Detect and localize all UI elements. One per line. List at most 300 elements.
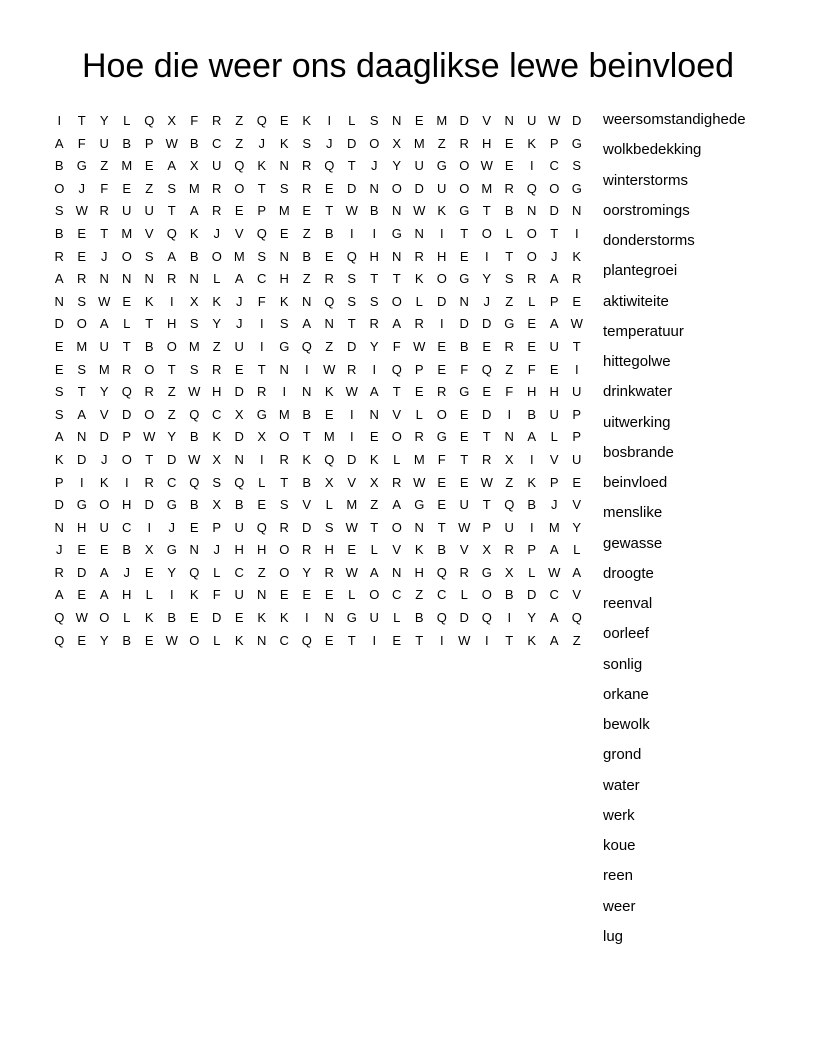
grid-letter: E xyxy=(437,497,447,513)
grid-letter: N xyxy=(369,406,379,422)
word-list-item: weersomstandighede xyxy=(603,111,746,128)
grid-letter: T xyxy=(257,361,266,377)
grid-letter: N xyxy=(392,248,402,264)
grid-letter: X xyxy=(234,406,244,422)
grid-letter: E xyxy=(504,158,514,174)
grid-letter: T xyxy=(572,338,581,354)
grid-letter: J xyxy=(78,180,85,196)
grid-letter: E xyxy=(324,180,334,196)
word-list-item: bosbrande xyxy=(603,443,674,461)
grid-letter: J xyxy=(123,564,130,580)
grid-letter: D xyxy=(77,451,87,467)
grid-letter: E xyxy=(189,610,199,626)
grid-letter: B xyxy=(54,225,64,241)
grid-letter: U xyxy=(234,338,244,354)
grid-letter: Q xyxy=(481,361,492,377)
grid-letter: W xyxy=(413,474,426,490)
grid-letter: N xyxy=(414,225,424,241)
grid-letter: T xyxy=(482,429,491,445)
grid-letter: F xyxy=(505,384,514,400)
grid-letter: T xyxy=(437,519,446,535)
grid-letter: I xyxy=(79,474,84,490)
grid-letter: N xyxy=(144,271,154,287)
grid-letter: M xyxy=(188,338,200,354)
grid-letter: Q xyxy=(189,474,200,490)
grid-letter: Z xyxy=(145,180,154,196)
grid-letter: W xyxy=(143,429,156,445)
grid-letter: G xyxy=(279,338,290,354)
grid-letter: X xyxy=(257,429,267,445)
grid-letter: S xyxy=(167,180,177,196)
grid-letter: Q xyxy=(504,497,515,513)
grid-letter: S xyxy=(212,474,222,490)
grid-letter: N xyxy=(527,203,537,219)
grid-row xyxy=(48,200,588,223)
grid-letter: N xyxy=(459,293,469,309)
grid-letter: Q xyxy=(301,632,312,648)
grid-letter: W xyxy=(345,564,358,580)
grid-letter: K xyxy=(527,135,537,151)
grid-letter: S xyxy=(54,384,64,400)
grid-letter: S xyxy=(324,519,334,535)
grid-letter: L xyxy=(393,451,401,467)
grid-letter: J xyxy=(101,451,108,467)
grid-letter: L xyxy=(145,587,153,603)
grid-letter: S xyxy=(77,293,87,309)
grid-letter: L xyxy=(325,497,333,513)
grid-row xyxy=(48,562,588,585)
grid-letter: O xyxy=(279,564,290,580)
grid-letter: K xyxy=(144,610,154,626)
grid-row xyxy=(48,155,588,178)
grid-letter: E xyxy=(437,474,447,490)
grid-letter: E xyxy=(437,361,447,377)
grid-letter: U xyxy=(549,406,559,422)
grid-letter: T xyxy=(325,203,334,219)
grid-letter: S xyxy=(279,180,289,196)
grid-letter: A xyxy=(369,564,379,580)
grid-letter: E xyxy=(414,113,424,128)
grid-letter: X xyxy=(482,542,492,558)
grid-letter: A xyxy=(167,248,177,264)
grid-letter: E xyxy=(77,632,87,648)
grid-letter: T xyxy=(505,248,514,264)
word-list-item: reenval xyxy=(603,595,653,612)
grid-letter: N xyxy=(504,429,514,445)
grid-letter: L xyxy=(415,293,423,309)
grid-letter: E xyxy=(459,474,469,490)
grid-letter: I xyxy=(372,361,377,377)
grid-letter: G xyxy=(481,564,492,580)
grid-letter: J xyxy=(258,135,265,151)
grid-letter: E xyxy=(302,203,312,219)
word-list-item: water xyxy=(603,776,640,794)
grid-row xyxy=(48,607,588,630)
grid-row xyxy=(48,359,588,382)
grid-row xyxy=(48,336,588,359)
grid-letter: U xyxy=(234,519,244,535)
grid-letter: J xyxy=(213,225,220,241)
grid-letter: G xyxy=(166,497,177,513)
grid-letter: K xyxy=(189,587,199,603)
grid-letter: S xyxy=(279,497,289,513)
grid-letter: C xyxy=(437,587,447,603)
grid-letter: S xyxy=(347,271,357,287)
word-list-item: menslike xyxy=(603,504,663,522)
grid-letter: O xyxy=(391,180,402,196)
grid-letter: H xyxy=(167,316,177,332)
grid-letter: E xyxy=(414,384,424,400)
grid-letter: W xyxy=(165,135,178,151)
grid-letter: H xyxy=(122,497,132,513)
grid-letter: S xyxy=(189,316,199,332)
grid-letter: Q xyxy=(436,610,447,626)
grid-letter: K xyxy=(279,610,289,626)
grid-letter: D xyxy=(54,316,64,332)
grid-letter: N xyxy=(234,451,244,467)
grid-letter: W xyxy=(75,203,88,219)
page-title: Hoe die weer ons daaglikse lewe beinvloed xyxy=(81,47,735,85)
grid-letter: N xyxy=(392,113,402,128)
grid-letter: Y xyxy=(212,316,222,332)
grid-letter: X xyxy=(504,451,514,467)
grid-letter: L xyxy=(415,406,423,422)
grid-letter: O xyxy=(436,406,447,422)
grid-letter: A xyxy=(54,429,64,445)
grid-letter: D xyxy=(302,519,312,535)
grid-letter: E xyxy=(572,293,582,309)
grid-letter: H xyxy=(77,519,87,535)
grid-letter: I xyxy=(372,225,377,241)
grid-letter: P xyxy=(549,474,559,490)
grid-letter: H xyxy=(414,564,424,580)
grid-letter: I xyxy=(439,225,444,241)
grid-letter: B xyxy=(122,135,132,151)
grid-letter: A xyxy=(54,271,64,287)
word-list-item: beinvloed xyxy=(603,474,668,491)
grid-letter: V xyxy=(572,587,582,603)
grid-letter: E xyxy=(279,587,289,603)
grid-letter: R xyxy=(572,271,582,287)
grid-letter: J xyxy=(326,135,333,151)
grid-letter: W xyxy=(75,610,88,626)
grid-letter: L xyxy=(123,316,131,332)
grid-letter: B xyxy=(189,497,199,513)
grid-letter: J xyxy=(236,316,243,332)
grid-letter: I xyxy=(574,225,579,241)
grid-letter: B xyxy=(122,542,132,558)
grid-letter: T xyxy=(347,316,356,332)
grid-letter: P xyxy=(414,361,424,377)
grid-letter: V xyxy=(482,113,492,128)
grid-letter: K xyxy=(212,429,222,445)
grid-letter: R xyxy=(392,474,402,490)
grid-letter: K xyxy=(302,113,312,128)
grid-letter: U xyxy=(459,497,469,513)
grid-letter: X xyxy=(212,451,222,467)
grid-letter: B xyxy=(189,429,199,445)
grid-letter: K xyxy=(572,248,582,264)
grid-letter: N xyxy=(302,293,312,309)
grid-letter: E xyxy=(482,338,492,354)
grid-letter: E xyxy=(324,406,334,422)
grid-letter: O xyxy=(549,180,560,196)
grid-letter: G xyxy=(76,158,87,174)
grid-letter: R xyxy=(212,203,222,219)
grid-letter: A xyxy=(234,271,244,287)
grid-letter: K xyxy=(257,610,267,626)
grid-letter: K xyxy=(257,158,267,174)
word-list-item: wolkbedekking xyxy=(603,141,702,159)
grid-letter: D xyxy=(122,406,132,422)
grid-letter: L xyxy=(123,610,131,626)
grid-letter: H xyxy=(279,271,289,287)
grid-letter: E xyxy=(527,338,537,354)
grid-letter: Z xyxy=(167,406,176,422)
grid-letter: U xyxy=(122,203,132,219)
grid-letter: P xyxy=(54,474,64,490)
word-list-item: sonlig xyxy=(603,655,643,673)
grid-letter: I xyxy=(259,451,264,467)
word-list-item: uitwerking xyxy=(603,413,671,431)
grid-letter: L xyxy=(573,542,581,558)
grid-letter: Q xyxy=(526,180,537,196)
grid-letter: A xyxy=(549,271,559,287)
grid-letter: K xyxy=(527,632,537,648)
grid-letter: J xyxy=(551,248,558,264)
grid-letter: Q xyxy=(436,564,447,580)
grid-letter: T xyxy=(415,632,424,648)
grid-letter: E xyxy=(77,542,87,558)
grid-letter: O xyxy=(391,429,402,445)
grid-letter: L xyxy=(460,587,468,603)
word-list xyxy=(603,109,803,956)
grid-letter: I xyxy=(529,519,534,535)
grid-letter: D xyxy=(347,338,357,354)
grid-letter: B xyxy=(122,632,132,648)
grid-letter: Q xyxy=(256,113,267,128)
grid-letter: G xyxy=(459,203,470,219)
grid-letter: G xyxy=(459,271,470,287)
grid-letter: D xyxy=(234,384,244,400)
grid-letter: G xyxy=(346,610,357,626)
grid-letter: G xyxy=(414,497,425,513)
grid-letter: A xyxy=(549,610,559,626)
grid-letter: Z xyxy=(325,338,334,354)
grid-letter: B xyxy=(527,497,537,513)
grid-letter: T xyxy=(257,180,266,196)
grid-letter: H xyxy=(212,384,222,400)
grid-letter: T xyxy=(392,384,401,400)
grid-letter: E xyxy=(347,542,357,558)
grid-letter: N xyxy=(189,542,199,558)
grid-row xyxy=(48,630,588,653)
grid-letter: V xyxy=(302,497,312,513)
grid-letter: W xyxy=(188,384,201,400)
grid-letter: N xyxy=(369,180,379,196)
word-list-item: plantegroei xyxy=(603,262,678,280)
word-list-item: winterstorms xyxy=(603,171,689,189)
grid-letter: I xyxy=(439,316,444,332)
grid-letter: A xyxy=(572,564,582,580)
grid-letter: P xyxy=(572,429,582,445)
word-list-item: oorstromings xyxy=(603,201,690,219)
grid-letter: D xyxy=(482,316,492,332)
word-list-item: droogte xyxy=(603,564,654,582)
grid-letter: Y xyxy=(99,384,109,400)
grid-letter: L xyxy=(528,564,536,580)
grid-letter: E xyxy=(504,135,514,151)
grid-letter: T xyxy=(505,632,514,648)
grid-letter: G xyxy=(571,135,582,151)
grid-letter: Z xyxy=(302,225,311,241)
grid-letter: H xyxy=(234,542,244,558)
grid-letter: T xyxy=(370,519,379,535)
grid-letter: Y xyxy=(99,113,109,128)
grid-letter: E xyxy=(234,203,244,219)
grid-letter: R xyxy=(459,564,469,580)
grid-letter: U xyxy=(437,180,447,196)
grid-letter: Q xyxy=(166,225,177,241)
grid-letter: X xyxy=(504,564,514,580)
grid-letter: R xyxy=(144,384,154,400)
word-list-item: gewasse xyxy=(603,534,663,552)
grid-letter: V xyxy=(347,474,357,490)
grid-letter: I xyxy=(439,632,444,648)
grid-letter: M xyxy=(548,519,560,535)
grid-letter: Z xyxy=(167,384,176,400)
grid-letter: N xyxy=(54,293,64,309)
grid-letter: Q xyxy=(189,406,200,422)
grid-letter: D xyxy=(347,135,357,151)
grid-letter: O xyxy=(234,180,245,196)
grid-letter: C xyxy=(549,587,559,603)
grid-letter: Y xyxy=(369,338,379,354)
grid-letter: C xyxy=(212,135,222,151)
grid-letter: E xyxy=(54,361,64,377)
grid-letter: R xyxy=(279,519,289,535)
grid-letter: T xyxy=(167,203,176,219)
grid-letter: T xyxy=(302,429,311,445)
grid-letter: A xyxy=(369,384,379,400)
word-list-item: koue xyxy=(603,837,636,854)
grid-letter: X xyxy=(167,113,177,128)
grid-letter: H xyxy=(549,384,559,400)
grid-letter: I xyxy=(169,587,174,603)
grid-row xyxy=(48,494,588,517)
grid-row xyxy=(48,404,588,427)
grid-letter: A xyxy=(527,429,537,445)
grid-letter: Q xyxy=(189,564,200,580)
grid-letter: O xyxy=(369,587,380,603)
grid-letter: P xyxy=(122,429,132,445)
grid-letter: E xyxy=(279,225,289,241)
grid-letter: L xyxy=(258,474,266,490)
grid-letter: N xyxy=(392,203,402,219)
grid-letter: N xyxy=(257,632,267,648)
grid-letter: M xyxy=(481,180,493,196)
grid-letter: E xyxy=(549,361,559,377)
grid-letter: A xyxy=(549,316,559,332)
grid-letter: V xyxy=(572,497,582,513)
grid-letter: T xyxy=(460,451,469,467)
grid-letter: D xyxy=(347,180,357,196)
grid-letter: Q xyxy=(144,113,155,128)
grid-letter: V xyxy=(392,406,402,422)
grid-letter: A xyxy=(302,316,312,332)
grid-letter: E xyxy=(392,632,402,648)
grid-letter: O xyxy=(99,610,110,626)
grid-letter: O xyxy=(121,248,132,264)
grid-letter: U xyxy=(527,113,537,128)
grid-letter: E xyxy=(324,248,334,264)
grid-letter: E xyxy=(54,338,64,354)
grid-letter: V xyxy=(234,225,244,241)
grid-letter: R xyxy=(482,451,492,467)
grid-letter: W xyxy=(570,316,583,332)
grid-letter: I xyxy=(529,158,534,174)
grid-letter: E xyxy=(302,587,312,603)
grid-letter: Y xyxy=(572,519,582,535)
grid-row xyxy=(48,268,588,291)
grid-letter: S xyxy=(369,293,379,309)
grid-letter: M xyxy=(188,180,200,196)
grid-letter: U xyxy=(99,519,109,535)
grid-letter: L xyxy=(528,293,536,309)
grid-letter: I xyxy=(259,338,264,354)
grid-letter: K xyxy=(144,293,154,309)
grid-letter: Q xyxy=(346,248,357,264)
grid-letter: L xyxy=(123,113,131,128)
grid-letter: O xyxy=(481,587,492,603)
word-list-item: grond xyxy=(603,746,642,764)
grid-letter: H xyxy=(369,248,379,264)
grid-letter: B xyxy=(144,338,154,354)
grid-letter: E xyxy=(144,564,154,580)
grid-letter: K xyxy=(212,293,222,309)
grid-letter: I xyxy=(304,610,309,626)
grid-letter: T xyxy=(145,451,154,467)
grid-letter: F xyxy=(460,361,469,377)
grid-letter: W xyxy=(165,632,178,648)
grid-letter: S xyxy=(504,271,514,287)
grid-letter: O xyxy=(211,248,222,264)
grid-letter: W xyxy=(98,293,111,309)
grid-letter: N xyxy=(572,203,582,219)
grid-letter: X xyxy=(189,293,199,309)
grid-letter: K xyxy=(302,451,312,467)
grid-letter: R xyxy=(302,180,312,196)
grid-letter: H xyxy=(482,135,492,151)
grid-letter: E xyxy=(437,338,447,354)
grid-letter: M xyxy=(346,497,358,513)
grid-letter: E xyxy=(144,158,154,174)
grid-letter: X xyxy=(324,474,334,490)
grid-letter: Z xyxy=(257,564,266,580)
grid-letter: R xyxy=(302,158,312,174)
grid-letter: E xyxy=(459,248,469,264)
grid-letter: Z xyxy=(235,113,244,128)
grid-letter: D xyxy=(459,610,469,626)
grid-letter: V xyxy=(392,542,402,558)
grid-letter: F xyxy=(100,180,109,196)
grid-letter: L xyxy=(505,225,513,241)
grid-letter: T xyxy=(482,497,491,513)
grid-row xyxy=(48,449,588,472)
word-list-item: oorleef xyxy=(603,625,649,643)
grid-letter: F xyxy=(527,361,536,377)
grid-row xyxy=(48,178,588,201)
